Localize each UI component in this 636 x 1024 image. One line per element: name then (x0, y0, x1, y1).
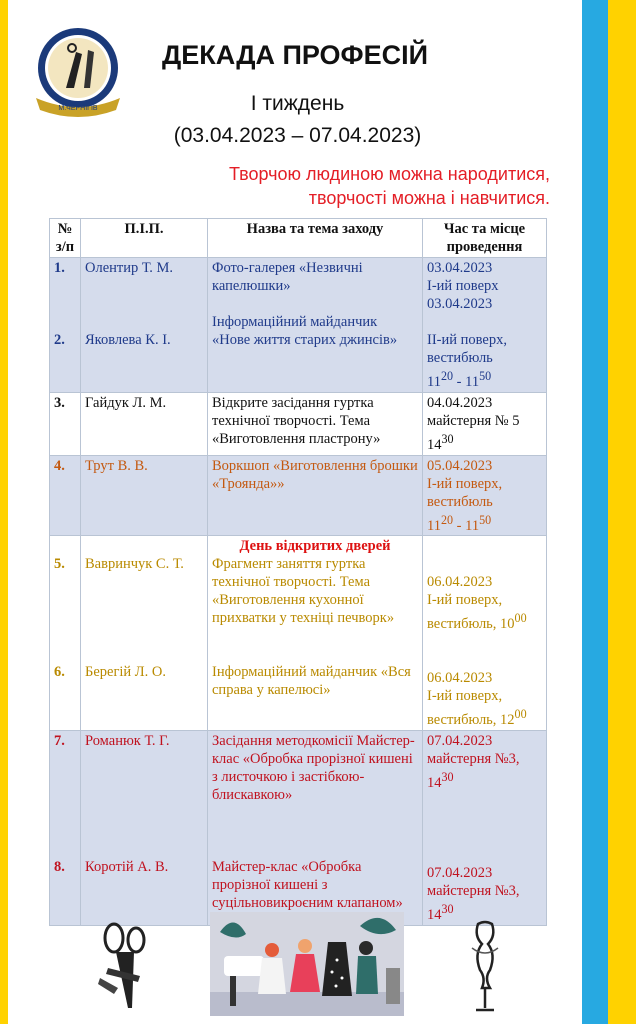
row-time: 03.04.2023 І-ий поверх 03.04.2023 ІІ-ий поверх, вестибюль $11^{20} - 11^{50}$ (423, 258, 547, 393)
table-header (50, 219, 547, 258)
row-event: Засідання методкомісії Майстер-клас «Обробка прорізної кишені з листочкою і застібкою-блискавкою» Майстер-клас «Обробка прорізної кишені з суцільновикроєним клапаном» (208, 731, 423, 926)
table-row (50, 392, 547, 455)
row-name: Трут В. В. (81, 455, 208, 536)
table-row (50, 731, 547, 926)
row-num: 7. 8. (50, 731, 81, 926)
row-name: Олентир Т. М. Яковлева К. І. (81, 258, 208, 393)
row-num: 4. (50, 455, 81, 536)
blue-stripe (582, 0, 608, 1024)
week-label: І тиждень (250, 92, 345, 115)
row-name: Романюк Т. Г. Коротій А. В. (81, 731, 208, 926)
schedule-table (49, 218, 547, 926)
header-event: Назва та тема заходу (208, 219, 423, 258)
college-logo (30, 24, 126, 120)
header-num: № з/п (50, 219, 81, 258)
row-num: 5. 6. (50, 536, 81, 731)
yellow-left-edge (0, 0, 8, 1024)
workshop-illustration (210, 912, 404, 1016)
date-range: (03.04.2023 – 07.04.2023) (173, 124, 422, 147)
mannequin-icon (460, 918, 510, 1014)
table-row (50, 536, 547, 731)
row-event: Фото-галерея «Незвичні капелюшки» Інформаційний майданчик «Нове життя старих джинсів» (208, 258, 423, 393)
row-time: 04.04.2023 майстерня № 5 $14^{30}$ (423, 392, 547, 455)
row-event: День відкритих дверей Фрагмент заняття гуртка технічної творчості. Тема «Виготовлення кухонної прихватки у техніці печворк» Інформаційний майданчик «Вся справа у капелюсі» (208, 536, 423, 731)
quote-line-2: творчості можна і навчитися. (308, 188, 550, 208)
row-name: Гайдук Л. М. (81, 392, 208, 455)
quote (120, 162, 550, 210)
open-day-subhead: День відкритих дверей (239, 538, 391, 555)
row-event: Воркшоп «Виготовлення брошки «Троянда»» (208, 455, 423, 536)
row-event: Відкрите засідання гуртка технічної творчості. Тема «Виготовлення пластрону» (208, 392, 423, 455)
row-num: 3. (50, 392, 81, 455)
row-name: Вавринчук С. Т. Берегій Л. О. (81, 536, 208, 731)
logo-text: М.ЧЕРНІГІВ (58, 105, 98, 112)
quote-line-1: Творчою людиною можна народитися, (228, 164, 550, 184)
table-row (50, 455, 547, 536)
row-time: 06.04.2023 І-ий поверх, вестибюль, $10^{00}$ 06.04.2023 І-ий поверх, вестибюль, $12^{00}$ (423, 536, 547, 731)
page-title: ДЕКАДА ПРОФЕСІЙ (162, 40, 428, 70)
yellow-stripe (608, 0, 636, 1024)
row-time: 05.04.2023 І-ий поверх, вестибюль $11^{20} - 11^{50}$ (423, 455, 547, 536)
row-time: 07.04.2023 майстерня №3, $14^{30}$ 07.04.2023 майстерня №3, $14^{30}$ (423, 731, 547, 926)
sewing-tools-icon (94, 918, 154, 1014)
header-name: П.І.П. (81, 219, 208, 258)
row-num: 1. 2. (50, 258, 81, 393)
table-row (50, 258, 547, 393)
header-time: Час та місце проведення (423, 219, 547, 258)
